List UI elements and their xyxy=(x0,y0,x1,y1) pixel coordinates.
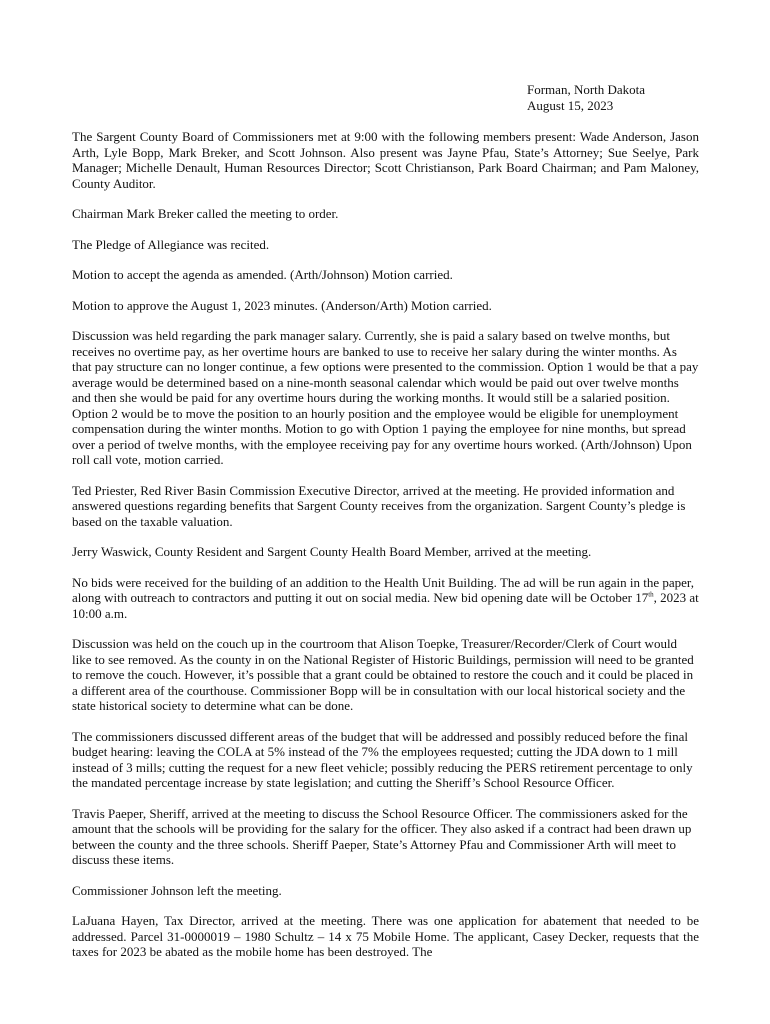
minutes-motion-paragraph: Motion to approve the August 1, 2023 minutes. (Anderson/Arth) Motion carried. xyxy=(72,297,492,313)
tax-abatement-paragraph: LaJuana Hayen, Tax Director, arrived at the meeting. There was one application for abatement that needed to be addressed. Parcel 31-0000019 – 1980 Schultz – 14 x 75 Mobile Home. The applicant, Casey Decker, requests that the taxes for 2023 be abated as the mobile home has been destroyed. The xyxy=(72,913,699,959)
pledge-paragraph: The Pledge of Allegiance was recited. xyxy=(72,236,270,252)
attendance-paragraph: The Sargent County Board of Commissioners met at 9:00 with the following members present: Wade Anderson, Jason Arth, Lyle Bopp, Mark Breker, and Scott Johnson. Also present was Jayne Pfau, State’s Attorney; Sue Seelye, Park Manager; Michelle Denault, Human Resources Director; Scott Christianson, Park Board Chairman; and Pam Maloney, County Auditor. xyxy=(72,129,699,191)
agenda-motion-paragraph: Motion to accept the agenda as amended. (Arth/Johnson) Motion carried. xyxy=(72,267,453,282)
bids-text-end: , 2023 at 10:00 a.m. xyxy=(72,590,699,621)
park-manager-salary-paragraph: Discussion was held regarding the park manager salary. Currently, she is paid a salary based on twelve months, but receives no overtime pay, as her overtime hours are banked to use to receive her salary during the winter months. As that pay structure can no longer continue, a few options were presented to the commission. Option 1 would be that a pay average would be determined based on a nine-month seasonal calendar which would be paid out over twelve months and then she would be paid for any overtime hours during the working months. It would still be a salaried position. Option 2 would be to move the position to an hourly position and the employee would be eligible for unemployment compensation during the winter months. Motion to go with Option 1 paying the employee for nine months, but spread over a period of twelve months, with the employee receiving pay for any overtime hours worked. (Arth/Johnson) Upon roll call vote, motion carried. xyxy=(72,328,699,467)
school-resource-officer-paragraph: Travis Paeper, Sheriff, arrived at the meeting to discuss the School Resource Officer. The commissioners asked for the amount that the schools will be providing for the salary for the officer. They also asked if a contract had been drawn up between the county and the three schools. Sheriff Paeper, State’s Attorney Pfau and Commissioner Arth will meet to discuss these items. xyxy=(72,805,692,867)
bids-text: No bids were received for the building of an addition to the Health Unit Building. The ad will be run again in the paper, along with outreach to contractors and putting it out on social media. New bid opening date will be October 17 xyxy=(72,574,694,605)
document-page xyxy=(72,82,699,975)
johnson-left-paragraph: Commissioner Johnson left the meeting. xyxy=(72,882,282,898)
red-river-basin-paragraph: Ted Priester, Red River Basin Commission Executive Director, arrived at the meeting. He provided information and answered questions regarding benefits that Sargent County receives from the organization. Sargent County’s pledge is based on the taxable valuation. xyxy=(72,482,686,529)
document-header xyxy=(527,82,699,113)
health-unit-bids-paragraph xyxy=(72,575,699,622)
waswick-arrival-paragraph: Jerry Waswick, County Resident and Sargent County Health Board Member, arrived at the meeting. xyxy=(72,544,592,559)
courtroom-couch-paragraph: Discussion was held on the couch up in the courtroom that Alison Toepke, Treasurer/Recorder/Clerk of Court would like to see removed. As the county in on the National Register of Historic Buildings, permission will need to be granted to remove the couch. However, it’s possible that a grant could be obtained to restore the couch and it could be placed in a different area of the courthouse. Commissioner Bopp will be in consultation with our local historical society and the state historical society to determine what can be done. xyxy=(72,636,694,713)
meeting-date: August 15, 2023 xyxy=(527,97,614,113)
call-to-order-paragraph: Chairman Mark Breker called the meeting to order. xyxy=(72,206,339,221)
meeting-location: Forman, North Dakota xyxy=(527,82,646,97)
budget-paragraph: The commissioners discussed different areas of the budget that will be addressed and possibly reduced before the final budget hearing: leaving the COLA at 5% instead of the 7% the employees requested; cutting the JDA down to 1 mill instead of 3 mills; cutting the request for a new fleet vehicle; possibly reducing the PERS retirement percentage to only the mandated percentage increase by state legislation; and cutting the Sheriff’s School Resource Officer. xyxy=(72,728,693,790)
ordinal-suffix: th xyxy=(648,590,654,599)
